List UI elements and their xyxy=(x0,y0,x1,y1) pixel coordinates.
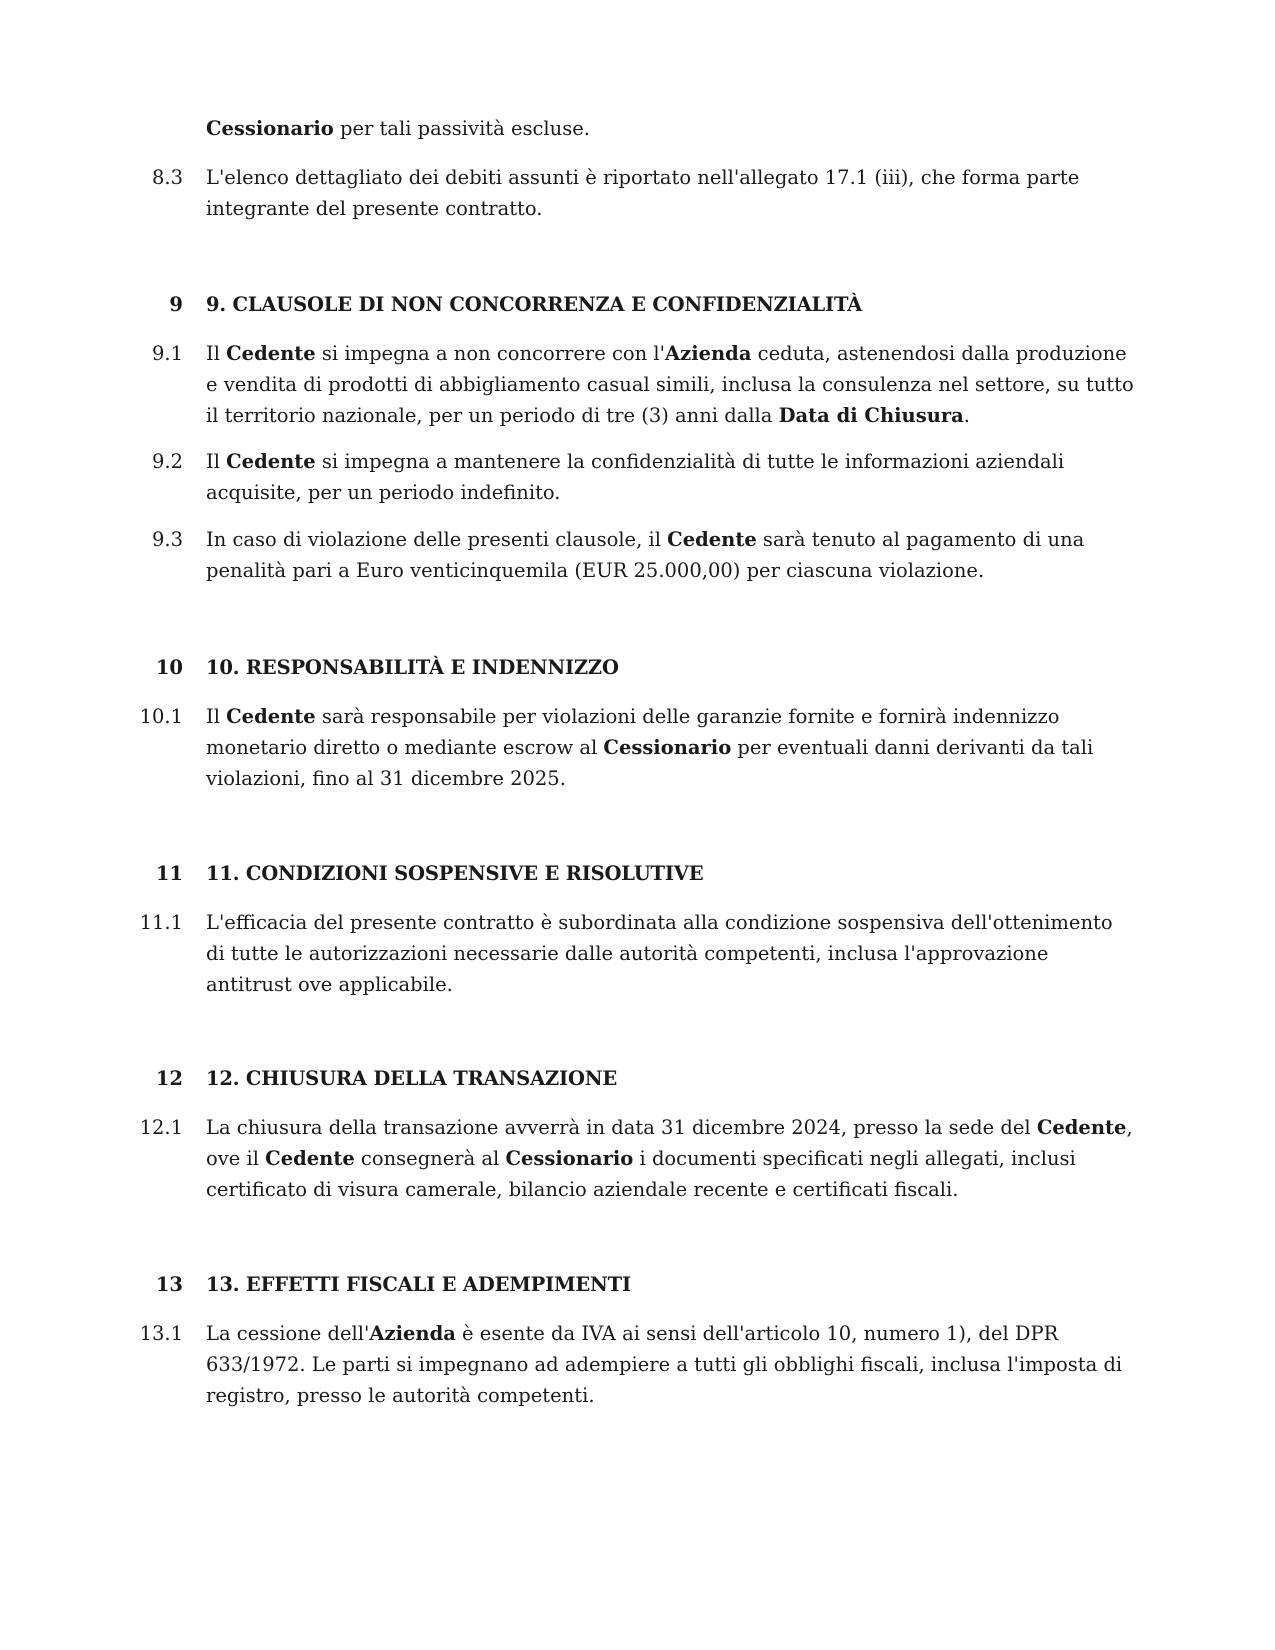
defined-term: Cedente xyxy=(1036,1116,1127,1139)
text-run: . xyxy=(963,404,970,427)
continuation-text xyxy=(206,113,1136,144)
text-run: per eventuali danni derivanti da tali violazioni, fino al 31 dicembre 2025. xyxy=(206,736,1094,790)
clause-number: 13.1 xyxy=(139,1322,183,1345)
defined-term: Cedente xyxy=(226,450,316,473)
defined-term: Cessionario xyxy=(603,736,732,759)
section-number: 10 xyxy=(155,656,183,679)
text-run: ceduta, astenendosi dalla produzione e vendita di prodotti di abbigliamento casual simili, inclusa la consulenza nel settore, su tutto il territorio nazionale, per un periodo di tre (3) anni dalla xyxy=(206,342,1134,427)
clause-text xyxy=(206,446,1136,508)
text-run: Il xyxy=(206,450,227,473)
clause-text xyxy=(206,907,1136,1000)
clause-number: 12.1 xyxy=(139,1116,183,1139)
text-run: In caso di violazione delle presenti clausole, il xyxy=(206,528,668,551)
clause-number: 9.1 xyxy=(151,342,183,365)
text-run: La cessione dell' xyxy=(206,1322,370,1345)
clause-text xyxy=(206,1318,1136,1411)
clause-text xyxy=(206,524,1136,586)
text-run: è esente da IVA ai sensi dell'articolo 10, numero 1), del DPR 633/1972. Le parti si impegnano ad adempiere a tutti gli obblighi fiscali, inclusa l'imposta di registro, presso le autorità competenti. xyxy=(206,1322,1123,1407)
text-run: Il xyxy=(206,342,227,365)
text-run: L'efficacia del presente contratto è subordinata alla condizione sospensiva dell'ottenimento di tutte le autorizzazioni necessarie dalle autorità competenti, inclusa l'approvazione antitrust ove applicabile. xyxy=(206,911,1113,996)
defined-term: Data di Chiusura xyxy=(778,404,964,427)
clause-number: 8.3 xyxy=(151,166,183,189)
text-run: si impegna a mantenere la confidenzialità di tutte le informazioni aziendali acquisite, per un periodo indefinito. xyxy=(206,450,1065,504)
text-run: La chiusura della transazione avverrà in data 31 dicembre 2024, presso la sede del xyxy=(206,1116,1037,1139)
text-run: consegnerà al xyxy=(354,1147,506,1170)
text-run: i documenti specificati negli allegati, inclusi certificato di visura camerale, bilancio aziendale recente e certificati fiscali. xyxy=(206,1147,1076,1201)
section-title: 10. RESPONSABILITÀ E INDENNIZZO xyxy=(206,656,619,679)
defined-term: Cedente xyxy=(265,1147,355,1170)
defined-term: Azienda xyxy=(664,342,752,365)
clause-text xyxy=(206,338,1136,431)
clause-number: 9.3 xyxy=(151,528,183,551)
text-run: L'elenco dettagliato dei debiti assunti è riportato nell'allegato 17.1 (iii), che forma parte integrante del presente contratto. xyxy=(206,166,1080,220)
clause-number: 10.1 xyxy=(139,705,183,728)
clause-text xyxy=(206,162,1136,224)
section-title: 12. CHIUSURA DELLA TRANSAZIONE xyxy=(206,1067,618,1090)
defined-term: Cessionario xyxy=(206,117,334,140)
text-run: Il xyxy=(206,705,227,728)
defined-term: Cedente xyxy=(226,342,316,365)
text-run: sarà tenuto al pagamento di una penalità pari a Euro venticinquemila (EUR 25.000,00) per ciascuna violazione. xyxy=(206,528,1085,582)
section-number: 9 xyxy=(169,293,183,316)
section-title: 13. EFFETTI FISCALI E ADEMPIMENTI xyxy=(206,1273,631,1296)
text-run: , ove il xyxy=(206,1116,1133,1170)
text-run: sarà responsabile per violazioni delle garanzie fornite e fornirà indennizzo monetario diretto o mediante escrow al xyxy=(206,705,1060,759)
section-title: 11. CONDIZIONI SOSPENSIVE E RISOLUTIVE xyxy=(206,862,704,885)
defined-term: Cedente xyxy=(226,705,316,728)
defined-term: Azienda xyxy=(369,1322,456,1345)
section-number: 13 xyxy=(155,1273,183,1296)
text-run: per tali passività escluse. xyxy=(333,117,590,140)
clause-text xyxy=(206,1112,1136,1205)
clause-text xyxy=(206,701,1136,794)
section-number: 11 xyxy=(155,862,183,885)
section-title: 9. CLAUSOLE DI NON CONCORRENZA E CONFIDENZIALITÀ xyxy=(206,293,863,316)
section-number: 12 xyxy=(155,1067,183,1090)
defined-term: Cessionario xyxy=(505,1147,634,1170)
defined-term: Cedente xyxy=(667,528,757,551)
clause-number: 9.2 xyxy=(151,450,183,473)
text-run: si impegna a non concorrere con l' xyxy=(315,342,665,365)
clause-number: 11.1 xyxy=(139,911,183,934)
